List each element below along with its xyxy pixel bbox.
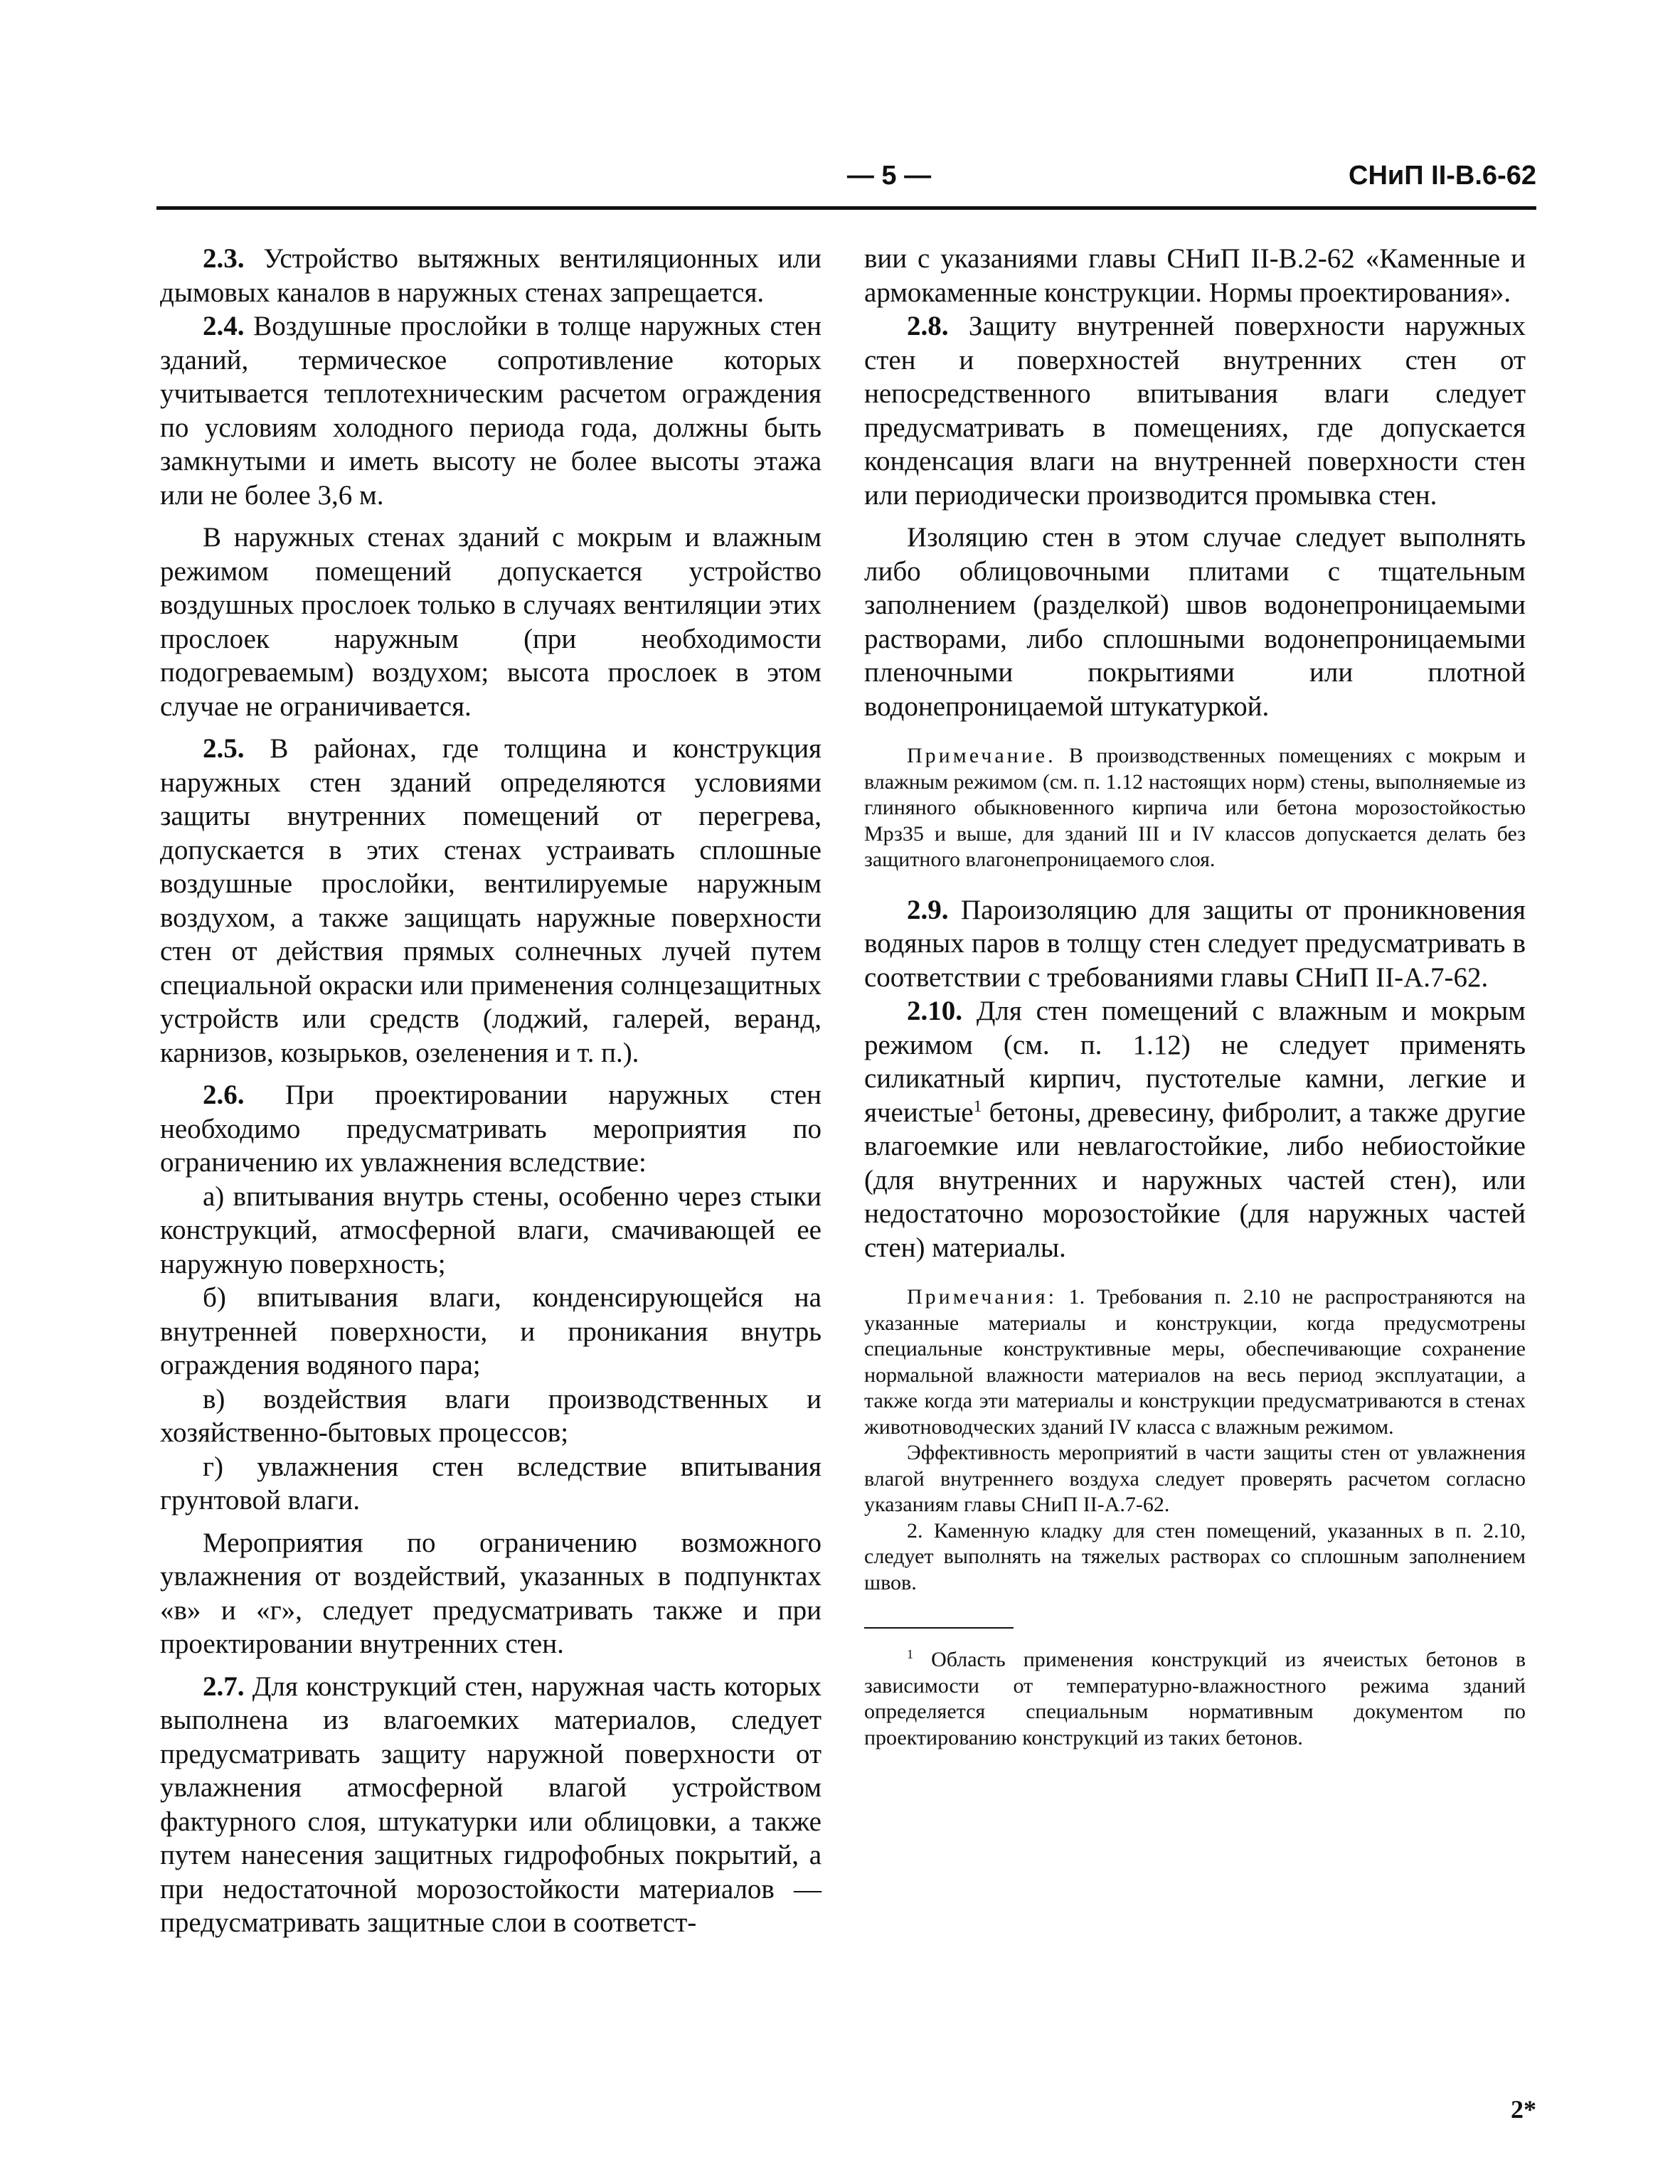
list-item: в) воздействия влаги производственных и хозяйственно-бытовых процессов;: [160, 1383, 822, 1448]
section-2-8-paragraph: Изоляцию стен в этом случае следует выполнять либо облицовочными плитами с тщательным заполнением (разделкой) швов водонепроницаемыми растворами, либо сплошными водонепроницаемыми пленочными покрытиями или плотной водонепроницаемой штукатуркой.: [864, 522, 1526, 722]
list-item: б) впитывания влаги, конденсирующейся на внутренней поверхности, и проникания внутрь ограждения водяного пара;: [160, 1282, 822, 1380]
page-mark: 2*: [1511, 2095, 1536, 2124]
section-2-10: 2.10. Для стен помещений с влажным и мокрым режимом (см. п. 1.12) не следует применять силикатный кирпич, пустотелые камни, легкие и ячеистые$^1$ бетоны, древесину, фибролит, а также другие влагоемкие или невлагостойкие, либо небиостойкие (для внутренних и наружных частей стен), или недостаточно морозостойкие (для наружных частей стен) материалы.: [864, 996, 1526, 1263]
right-column: [864, 242, 1526, 1751]
page-number: — 5 —: [846, 161, 932, 191]
section-2-8: 2.8. Защиту внутренней поверхности наружных стен и поверхностей внутренних стен от непосредственного впитывания влаги следует предусматривать в помещениях, где допускается конденсация влаги на внутренней поверхности стен или периодически производится промывка стен.: [864, 311, 1526, 511]
footnote-rule: [864, 1627, 1014, 1629]
section-2-4: 2.4. Воздушные прослойки в толще наружных стен зданий, термическое сопротивление которых учитывается теплотехническим расчетом ограждения по условиям холодного периода года, должны быть замкнутыми и иметь высоту не более высоты этажа или не более 3,6 м.: [160, 311, 822, 511]
document-code: СНиП II-В.6-62: [1349, 161, 1536, 191]
section-2-4-paragraph: В наружных стенах зданий с мокрым и влажным режимом помещений допускается устройство воздушных прослоек только в случаях вентиляции этих прослоек наружным (при необходимости подогреваемым) воздухом; высота прослоек в этом случае не ограничивается.: [160, 522, 822, 722]
page-header: [156, 161, 1536, 203]
section-2-7-continued: вии с указаниями главы СНиП II-В.2-62 «Каменные и армокаменные конструкции. Нормы проектирования».: [864, 243, 1526, 308]
section-2-6-paragraph: Мероприятия по ограничению возможного увлажнения от воздействий, указанных в подпунктах «в» и «г», следует предусматривать также и при проектировании внутренних стен.: [160, 1527, 822, 1659]
section-2-7: 2.7. Для конструкций стен, наружная часть которых выполнена из влагоемких материалов, следует предусматривать защиту наружной поверхности от увлажнения атмосферной влагой устройством фактурного слоя, штукатурки или облицовки, а также путем нанесения защитных гидрофобных покрытий, а при недостаточной морозостойкости материалов — предусматривать защитные слои в соответст-: [160, 1671, 822, 1938]
note-1-paragraph: Эффективность мероприятий в части защиты стен от увлажнения влагой внутреннего воздуха следует проверять расчетом согласно указаниям главы СНиП II-А.7-62.: [864, 1441, 1526, 1516]
section-2-6: 2.6. При проектировании наружных стен необходимо предусматривать мероприятия по ограничению их увлажнения вследствие:: [160, 1080, 822, 1178]
note-2: 2. Каменную кладку для стен помещений, указанных в п. 2.10, следует выполнять на тяжелых растворах со сплошным заполнением швов.: [864, 1518, 1526, 1594]
footnote: $^1$ Область применения конструкций из ячеистых бетонов в зависимости от температурно-влажностного режима зданий определяется специальным нормативным документом по проектированию конструкций из таких бетонов.: [864, 1647, 1526, 1749]
footnote-reference: 1: [973, 1097, 982, 1116]
header-rule: [156, 206, 1536, 210]
section-2-9: 2.9. Пароизоляцию для защиты от проникновения водяных паров в толщу стен следует предусматривать в соответствии с требованиями главы СНиП II-А.7-62.: [864, 894, 1526, 993]
notes-2-10: [864, 1284, 1526, 1596]
left-column: [160, 242, 822, 1940]
note-1: Примечания: 1. Требования п. 2.10 не распространяются на указанные материалы и конструкции, когда предусмотрены специальные конструктивные меры, обеспечивающие сохранение нормальной влажности материалов на весь период эксплуатации, а также когда эти материалы и конструкции предусматриваются в стенах животноводческих зданий IV класса с влажным режимом.: [864, 1285, 1526, 1439]
list-item: г) увлажнения стен вследствие впитывания грунтовой влаги.: [160, 1451, 822, 1516]
note-2-8: Примечание. В производственных помещениях с мокрым и влажным режимом (см. п. 1.12 настоящих норм) стены, выполняемые из глиняного обыкновенного кирпича или бетона морозостойкостью Мрз35 и выше, для зданий III и IV классов допускается делать без защитного влагонепроницаемого слоя.: [864, 744, 1526, 871]
section-2-3: 2.3. Устройство вытяжных вентиляционных или дымовых каналов в наружных стенах запрещается.: [160, 243, 822, 308]
section-2-5: 2.5. В районах, где толщина и конструкция наружных стен зданий определяются условиями защиты внутренних помещений от перегрева, допускается в этих стенах устраивать сплошные воздушные прослойки, вентилируемые наружным воздухом, а также защищать наружные поверхности стен от действия прямых солнечных лучей путем специальной окраски или применения солнцезащитных устройств или средств (лоджий, галерей, веранд, карнизов, козырьков, озеленения и т. п.).: [160, 733, 822, 1068]
list-item: а) впитывания внутрь стены, особенно через стыки конструкций, атмосферной влаги, смачивающей ее наружную поверхность;: [160, 1181, 822, 1279]
